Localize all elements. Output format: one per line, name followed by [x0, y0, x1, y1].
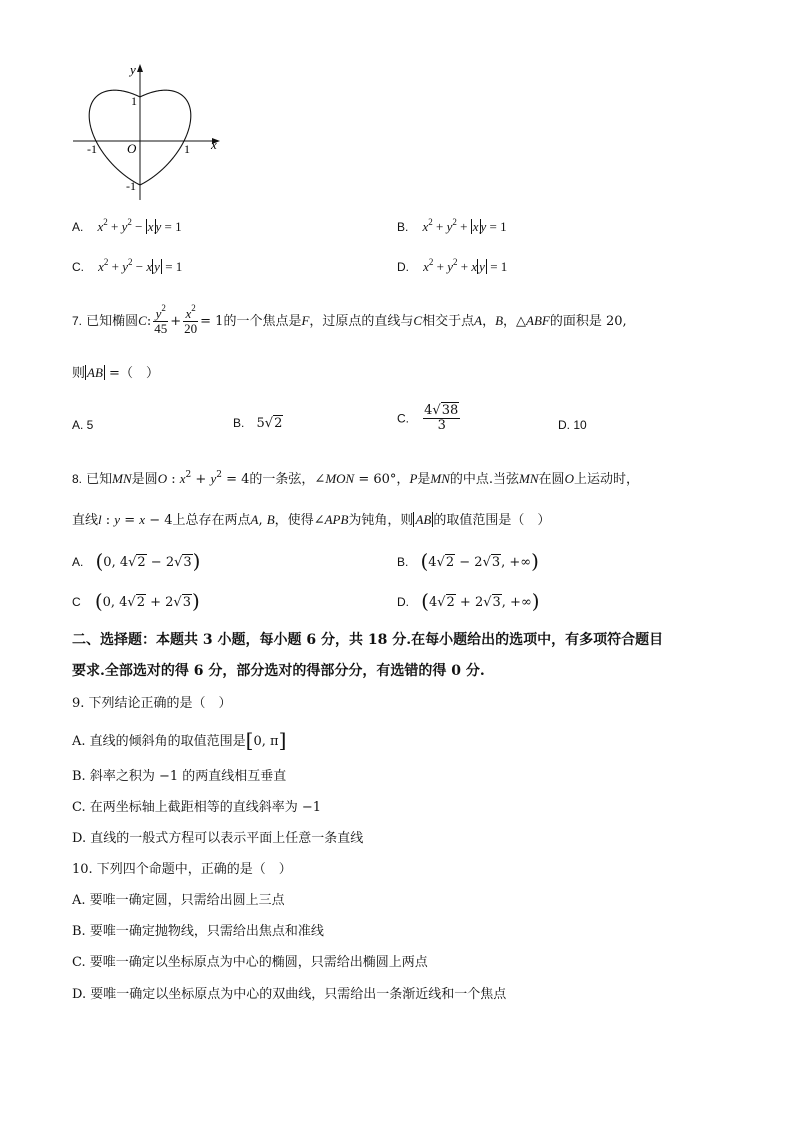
- q8-option-c[interactable]: C (0, 4√2 + 2√3): [72, 589, 200, 613]
- option-expression: $x^2 + y^2 - x$ y = 1: [97, 216, 182, 234]
- q9-option-c[interactable]: C. 在两坐标轴上截距相等的直线斜率为 −1: [72, 800, 322, 815]
- y-tick-neg: -1: [126, 179, 136, 193]
- q7-option-c[interactable]: C. $\frac{4√38}{3}$: [397, 403, 459, 434]
- x-tick-neg: -1: [87, 142, 97, 156]
- option-expression: $x^2 + y^2 + x$ y = 1: [423, 256, 508, 274]
- q8-stem-line2: 直线l : y = x − 4上总存在两点A, B，使得∠APB为钝角，则 AB 的取值范围是（ ）: [72, 512, 551, 528]
- q9-stem: 9. 下列结论正确的是（ ）: [72, 696, 232, 711]
- q7-option-b[interactable]: B. 5√2: [233, 416, 283, 431]
- q10-option-d[interactable]: D. 要唯一确定以坐标原点为中心的双曲线，只需给出一条渐近线和一个焦点: [72, 987, 507, 1002]
- q9-option-d[interactable]: D. 直线的一般式方程可以表示平面上任意一条直线: [72, 831, 364, 846]
- q7-stem: 7. 已知椭圆C: $\frac{y^2}{45}$ + $\frac{x^2}{20}$ = 1的一个焦点是F，过原点的直线与C相交于点A，B，△ABF的面积是 20,: [72, 303, 627, 336]
- option-expression: $x^2 + y^2 - x$ y = 1: [98, 256, 183, 274]
- q8-option-b[interactable]: B. (4√2 − 2√3, +∞): [397, 549, 539, 573]
- option-letter: A.: [72, 220, 84, 234]
- q8-option-a[interactable]: A. (0, 4√2 − 2√3): [72, 549, 201, 573]
- q6-option-b[interactable]: [397, 216, 507, 235]
- x-axis-label: x: [211, 137, 217, 152]
- section-heading-line1: 二、选择题：本题共 3 小题，每小题 6 分，共 18 分.在每小题给出的选项中，有多项符合题目: [72, 632, 664, 648]
- q7-option-d[interactable]: D. 10: [558, 418, 587, 432]
- q6-option-a[interactable]: [72, 216, 182, 235]
- q10-option-c[interactable]: C. 要唯一确定以坐标原点为中心的椭圆，只需给出椭圆上两点: [72, 955, 428, 970]
- q6-option-c[interactable]: [72, 256, 183, 275]
- heart-curve-figure: [68, 60, 228, 205]
- q10-option-b[interactable]: B. 要唯一确定抛物线，只需给出焦点和准线: [72, 924, 324, 939]
- y-axis-label: y: [130, 62, 136, 77]
- q10-option-a[interactable]: A. 要唯一确定圆，只需给出圆上三点: [72, 893, 285, 908]
- q7-stem-line2: 则 AB =（ ）: [72, 365, 159, 381]
- q6-option-d[interactable]: [397, 256, 508, 275]
- origin-label: O: [127, 141, 137, 156]
- y-tick-pos: 1: [131, 94, 137, 108]
- option-letter: C.: [72, 260, 84, 274]
- option-letter: B.: [397, 220, 409, 234]
- q9-option-b[interactable]: B. 斜率之积为 −1 的两直线相互垂直: [72, 769, 287, 784]
- section-heading-line2: 要求.全部选对的得 6 分，部分选对的得部分分，有选错的得 0 分.: [72, 663, 485, 679]
- q8-option-d[interactable]: D. (4√2 + 2√3, +∞): [397, 589, 540, 613]
- q9-option-a[interactable]: A. 直线的倾斜角的取值范围是[0, π]: [72, 728, 287, 752]
- x-tick-pos: 1: [184, 142, 190, 156]
- y-axis-arrow: [137, 64, 143, 72]
- option-expression: $x^2 + y^2 + x$ y = 1: [422, 216, 507, 234]
- option-letter: D.: [397, 260, 409, 274]
- q7-option-a[interactable]: A. 5: [72, 418, 94, 432]
- q8-stem: 8. 已知MN是圆O : $x^2 + y^2 = 4$的一条弦，∠MON = 60°，P是MN的中点.当弦MN在圆O上运动时，: [72, 469, 639, 487]
- q10-stem: 10. 下列四个命题中，正确的是（ ）: [72, 862, 292, 877]
